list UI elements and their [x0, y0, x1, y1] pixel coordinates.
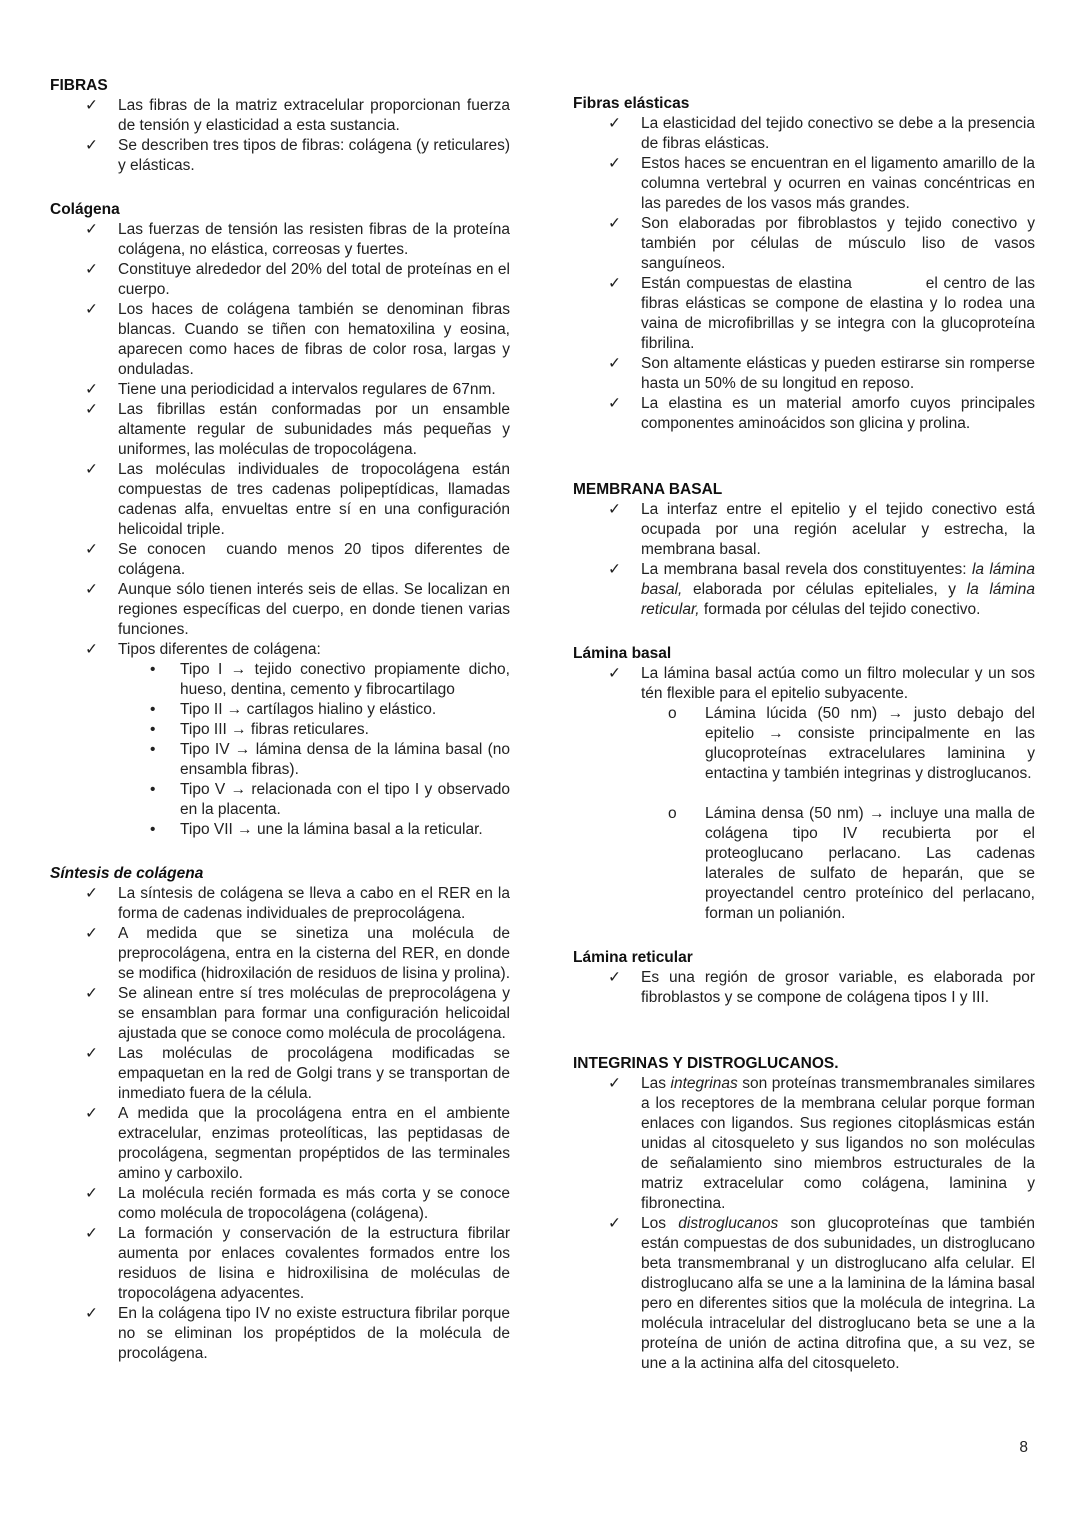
check-icon: ✓: [608, 501, 621, 518]
check-icon: ✓: [85, 641, 98, 658]
check-icon: ✓: [85, 541, 98, 558]
section-heading-integrinas: INTEGRINAS Y DISTROGLUCANOS.: [573, 1055, 839, 1072]
check-icon: ✓: [608, 1075, 621, 1092]
section-sintesis: [50, 864, 510, 1364]
sub-bullet-text: Lámina densa (50 nm) → incluye una malla de colágena tipo IV recubierta por el proteoglucano perlacano. Las cadenas laterales de sulfato de heparán, que se proyectandel centro proteínico del perlacano, forman un polianión.: [705, 805, 1035, 922]
sub-bullet-item: [573, 704, 1035, 784]
bullet-text: Las integrinas son proteínas transmembranales similares a los receptores de la membrana celular porque forman enlaces con ligandos. Sus regiones citoplásmicas están unidas al citosqueleto y sus ligandos no son moléculas de señalamiento sino miembros estructurales de la matriz extracelular como colágena, laminina y fibronectina.: [641, 1075, 1035, 1212]
bullet-item: [50, 96, 510, 136]
section-heading-fibras-elasticas: Fibras elásticas: [573, 95, 690, 112]
check-icon: ✓: [85, 221, 98, 238]
bullet-text: Se conocen cuando menos 20 tipos diferentes de colágena.: [118, 541, 510, 578]
left-column: [50, 76, 510, 1374]
bullet-item: [50, 136, 510, 176]
bullet-text: Las moléculas de procolágena modificadas se empaquetan en la red de Golgi trans y se transportan de inmediato fuera de la célula.: [118, 1045, 510, 1102]
bullet-item: [50, 380, 510, 400]
sub-bullet-text: Lámina lúcida (50 nm) → justo debajo del epitelio → consiste principalmente en las glucoproteínas extracelulares laminina y entactina y también integrinas y distroglucanos.: [705, 705, 1035, 782]
bullet-text: La elasticidad del tejido conectivo se debe a la presencia de fibras elásticas.: [641, 115, 1035, 152]
bullet-item: [573, 968, 1035, 1008]
bullet-item: [50, 1104, 510, 1184]
bullet-item: [573, 500, 1035, 560]
bullet-item: [50, 540, 510, 580]
bullet-text: Las fibras de la matriz extracelular proporcionan fuerza de tensión y elasticidad a esta sustancia.: [118, 97, 510, 134]
sub-bullet-text: Tipo VII → une la lámina basal a la reticular.: [180, 821, 483, 838]
bullet-text: Son elaboradas por fibroblastos y tejido conectivo y también por células de músculo liso de vasos sanguíneos.: [641, 215, 1035, 272]
bullet-item: [573, 274, 1035, 354]
check-icon: ✓: [85, 1225, 98, 1242]
bullet-item: [50, 400, 510, 460]
bullet-text: Los distroglucanos son glucoproteínas que también están compuestas de dos subunidades, un distroglucano beta transmembranal y un distroglucano alfa celular. El distroglucano alfa se une a la laminina de la lámina basal pero en diferentes sitios que la molécula de integrina. La molécula intracelular del distroglucano beta se une a la proteína de unión de actina ditrofina que, a su vez, se une a la actinina alfa del citosqueleto.: [641, 1215, 1035, 1372]
bullet-item: [50, 260, 510, 300]
check-icon: ✓: [85, 381, 98, 398]
bullet-text: Tipos diferentes de colágena:: [118, 641, 321, 658]
section-fibras-elasticas: [573, 94, 1035, 434]
page-number: 8: [1019, 1439, 1028, 1456]
bullet-text: Tiene una periodicidad a intervalos regulares de 67nm.: [118, 381, 496, 398]
bullet-item: [50, 220, 510, 260]
dot-bullet-icon: •: [150, 721, 156, 738]
bullet-text: Los haces de colágena también se denominan fibras blancas. Cuando se tiñen con hematoxilina y eosina, aparecen como haces de fibras de color rosa, largas y onduladas.: [118, 301, 510, 378]
bullet-text: Las fuerzas de tensión las resisten fibras de la proteína colágena, no elástica, correosas y fuertes.: [118, 221, 510, 258]
section-colagena: [50, 200, 510, 840]
bullet-text: La síntesis de colágena se lleva a cabo en el RER en la forma de cadenas individuales de preprocolágena.: [118, 885, 510, 922]
bullet-item: [573, 354, 1035, 394]
check-icon: ✓: [85, 1045, 98, 1062]
bullet-item: [573, 1214, 1035, 1374]
section-heading-membrana-basal: MEMBRANA BASAL: [573, 481, 723, 498]
bullet-text: La interfaz entre el epitelio y el tejido conectivo está ocupada por una región acelular y estrecha, la membrana basal.: [641, 501, 1035, 558]
section-lamina-basal: [573, 644, 1035, 924]
bullet-text: Se describen tres tipos de fibras: colágena (y reticulares) y elásticas.: [118, 137, 510, 174]
check-icon: ✓: [85, 1185, 98, 1202]
bullet-text: En la colágena tipo IV no existe estructura fibrilar porque no se eliminan los propéptidos de la molécula de procolágena.: [118, 1305, 510, 1362]
section-membrana-basal: [573, 480, 1035, 620]
bullet-text: Estos haces se encuentran en el ligamento amarillo de la columna vertebral y ocurren en vainas concéntricas en las paredes de los vasos más grandes.: [641, 155, 1035, 212]
sub-bullet-item: [50, 700, 510, 720]
bullet-item: [50, 300, 510, 380]
check-icon: ✓: [85, 97, 98, 114]
bullet-item: [50, 924, 510, 984]
dot-bullet-icon: •: [150, 701, 156, 718]
dot-bullet-icon: •: [150, 741, 156, 758]
check-icon: ✓: [85, 1105, 98, 1122]
check-icon: ✓: [85, 137, 98, 154]
bullet-text: Constituye alrededor del 20% del total de proteínas en el cuerpo.: [118, 261, 510, 298]
check-icon: ✓: [85, 985, 98, 1002]
section-heading-fibras: FIBRAS: [50, 77, 108, 94]
sub-bullet-text: Tipo I → tejido conectivo propiamente dicho, hueso, dentina, cemento y fibrocartilago: [180, 661, 510, 698]
bullet-item: [573, 214, 1035, 274]
dot-bullet-icon: •: [150, 821, 156, 838]
check-icon: ✓: [608, 355, 621, 372]
sub-bullet-text: Tipo III → fibras reticulares.: [180, 721, 369, 738]
section-heading-lamina-basal: Lámina basal: [573, 645, 672, 662]
bullet-text: La elastina es un material amorfo cuyos principales componentes aminoácidos son glicina y prolina.: [641, 395, 1035, 432]
bullet-item: [50, 1304, 510, 1364]
sub-bullet-item: [50, 780, 510, 820]
bullet-text: Es una región de grosor variable, es elaborada por fibroblastos y se compone de colágena tipos I y III.: [641, 969, 1035, 1006]
check-icon: ✓: [608, 155, 621, 172]
bullet-item: [573, 664, 1035, 704]
check-icon: ✓: [608, 561, 621, 578]
check-icon: ✓: [85, 301, 98, 318]
bullet-item: [50, 1044, 510, 1104]
check-icon: ✓: [608, 115, 621, 132]
sub-bullet-item: [573, 804, 1035, 924]
check-icon: ✓: [608, 969, 621, 986]
section-heading-colagena: Colágena: [50, 201, 120, 218]
bullet-text: La formación y conservación de la estructura fibrilar aumenta por enlaces covalentes formados entre los residuos de lisina e hidroxilisina de moléculas de tropocolágena adyacentes.: [118, 1225, 510, 1302]
section-heading-sintesis: Síntesis de colágena: [50, 865, 204, 882]
check-icon: ✓: [85, 885, 98, 902]
section-fibras: [50, 76, 510, 176]
bullet-text: Son altamente elásticas y pueden estirarse sin romperse hasta un 50% de su longitud en reposo.: [641, 355, 1035, 392]
sub-bullet-text: Tipo II → cartílagos hialino y elástico.: [180, 701, 437, 718]
check-icon: ✓: [608, 215, 621, 232]
bullet-text: Las fibrillas están conformadas por un ensamble altamente regular de subunidades más pequeñas y uniformes, las moléculas de tropocolágena.: [118, 401, 510, 458]
sub-bullet-text: Tipo IV → lámina densa de la lámina basal (no ensambla fibras).: [180, 741, 510, 778]
bullet-item: [50, 984, 510, 1044]
bullet-text: Se alinean entre sí tres moléculas de preprocolágena y se ensamblan para formar una configuración helicoidal ajustada que se conoce como molécula de procolágena.: [118, 985, 510, 1042]
bullet-item: [50, 640, 510, 660]
bullet-item: [573, 394, 1035, 434]
check-icon: ✓: [85, 461, 98, 478]
sub-bullet-item: [50, 660, 510, 700]
bullet-item: [573, 154, 1035, 214]
dot-bullet-icon: •: [150, 781, 156, 798]
bullet-text: Aunque sólo tienen interés seis de ellas. Se localizan en regiones específicas del cuerpo, en donde tienen varias funciones.: [118, 581, 510, 638]
bullet-item: [573, 114, 1035, 154]
bullet-item: [50, 460, 510, 540]
bullet-item: [573, 1074, 1035, 1214]
check-icon: ✓: [608, 665, 621, 682]
circle-bullet-icon: o: [668, 805, 677, 822]
bullet-item: [50, 1224, 510, 1304]
bullet-text: La lámina basal actúa como un filtro molecular y un sos tén flexible para el epitelio subyacente.: [641, 665, 1035, 702]
section-heading-lamina-reticular: Lámina reticular: [573, 949, 693, 966]
sub-bullet-text: Tipo V → relacionada con el tipo I y observado en la placenta.: [180, 781, 510, 818]
circle-bullet-icon: o: [668, 705, 677, 722]
bullet-text: Las moléculas individuales de tropocolágena están compuestas de tres cadenas polipeptídicas, llamadas cadenas alfa, envueltas entre sí en una configuración helicoidal triple.: [118, 461, 510, 538]
check-icon: ✓: [608, 395, 621, 412]
check-icon: ✓: [85, 1305, 98, 1322]
check-icon: ✓: [85, 925, 98, 942]
dot-bullet-icon: •: [150, 661, 156, 678]
bullet-text: Están compuestas de elastina el centro de las fibras elásticas se compone de elastina y lo rodea una vaina de microfibrillas y se integra con la glucoproteína fibrilina.: [641, 275, 1035, 352]
check-icon: ✓: [608, 275, 621, 292]
bullet-text: La molécula recién formada es más corta y se conoce como molécula de tropocolágena (colágena).: [118, 1185, 510, 1222]
bullet-item: [50, 580, 510, 640]
check-icon: ✓: [85, 401, 98, 418]
sub-bullet-item: [50, 720, 510, 740]
check-icon: ✓: [85, 581, 98, 598]
bullet-item: [50, 884, 510, 924]
section-integrinas: [573, 1054, 1035, 1374]
bullet-item: [573, 560, 1035, 620]
sub-bullet-item: [50, 820, 510, 840]
section-lamina-reticular: [573, 948, 1035, 1008]
check-icon: ✓: [608, 1215, 621, 1232]
right-column: [573, 76, 1035, 1374]
bullet-text: La membrana basal revela dos constituyentes: la lámina basal, elaborada por células epiteliales, y la lámina reticular, formada por células del tejido conectivo.: [641, 561, 1036, 618]
bullet-item: [50, 1184, 510, 1224]
check-icon: ✓: [85, 261, 98, 278]
sub-bullet-item: [50, 740, 510, 780]
bullet-text: A medida que se sinetiza una molécula de preprocolágena, entra en la cisterna del RER, en donde se modifica (hidroxilación de residuos de lisina y prolina).: [118, 925, 510, 982]
bullet-text: A medida que la procolágena entra en el ambiente extracelular, enzimas proteolíticas, las peptidasas de procolágena, segmentan propéptidos de las terminales amino y carboxilo.: [118, 1105, 510, 1182]
